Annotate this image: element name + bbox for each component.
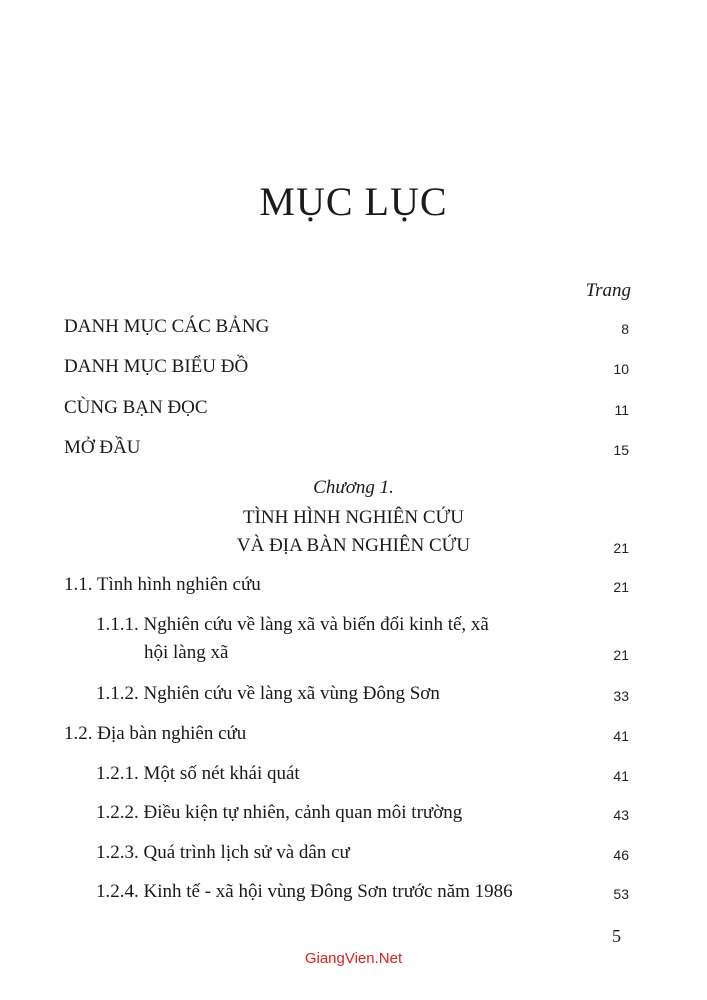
toc-entry-page: 8 <box>621 321 629 337</box>
page-column-label: Trang <box>585 280 631 301</box>
toc-subsection-label-line2: hội làng xã <box>144 642 229 663</box>
toc-subsection-page: 53 <box>613 886 629 902</box>
toc-entry-label: CÙNG BẠN ĐỌC <box>64 397 208 418</box>
page-number: 5 <box>612 926 621 946</box>
toc-subsection-label: 1.2.4. Kinh tế - xã hội vùng Đông Sơn trước năm 1986 <box>96 881 513 902</box>
toc-subsection-page: 43 <box>613 807 629 823</box>
toc-entry-label: DANH MỤC CÁC BẢNG <box>64 316 270 337</box>
toc-section-label: 1.2. Địa bàn nghiên cứu <box>64 723 247 744</box>
toc-subsection-page: 41 <box>613 768 629 784</box>
toc-section-page: 21 <box>613 579 629 595</box>
toc-section-label: 1.1. Tình hình nghiên cứu <box>64 574 261 595</box>
watermark: GiangVien.Net <box>304 950 403 967</box>
toc-subsection-label: 1.2.3. Quá trình lịch sử và dân cư <box>96 842 350 863</box>
chapter-heading: Chương 1. <box>313 477 394 498</box>
toc-subsection-label-line1: 1.1.1. Nghiên cứu về làng xã và biến đổi kinh tế, xã <box>96 614 489 635</box>
toc-entry-page: 11 <box>614 402 629 418</box>
toc-entry-page: 15 <box>613 442 629 458</box>
chapter-title-line1: TÌNH HÌNH NGHIÊN CỨU <box>242 507 465 528</box>
toc-entry-page: 10 <box>613 361 629 377</box>
toc-section-page: 41 <box>613 728 629 744</box>
chapter-page: 21 <box>613 540 629 556</box>
toc-subsection-label: 1.2.1. Một số nét khái quát <box>96 763 300 784</box>
toc-entry-label: DANH MỤC BIỂU ĐỒ <box>64 356 249 377</box>
chapter-title-line2: VÀ ĐỊA BÀN NGHIÊN CỨU <box>236 535 471 556</box>
toc-entry-label: MỞ ĐẦU <box>64 437 141 458</box>
toc-subsection-label: 1.2.2. Điều kiện tự nhiên, cảnh quan môi trường <box>96 802 463 823</box>
toc-subsection-page: 33 <box>613 688 629 704</box>
toc-subsection-label: 1.1.2. Nghiên cứu về làng xã vùng Đông Sơn <box>96 683 440 704</box>
page-title: MỤC LỤC <box>259 179 448 224</box>
toc-subsection-page: 21 <box>613 647 629 663</box>
toc-subsection-page: 46 <box>613 847 629 863</box>
